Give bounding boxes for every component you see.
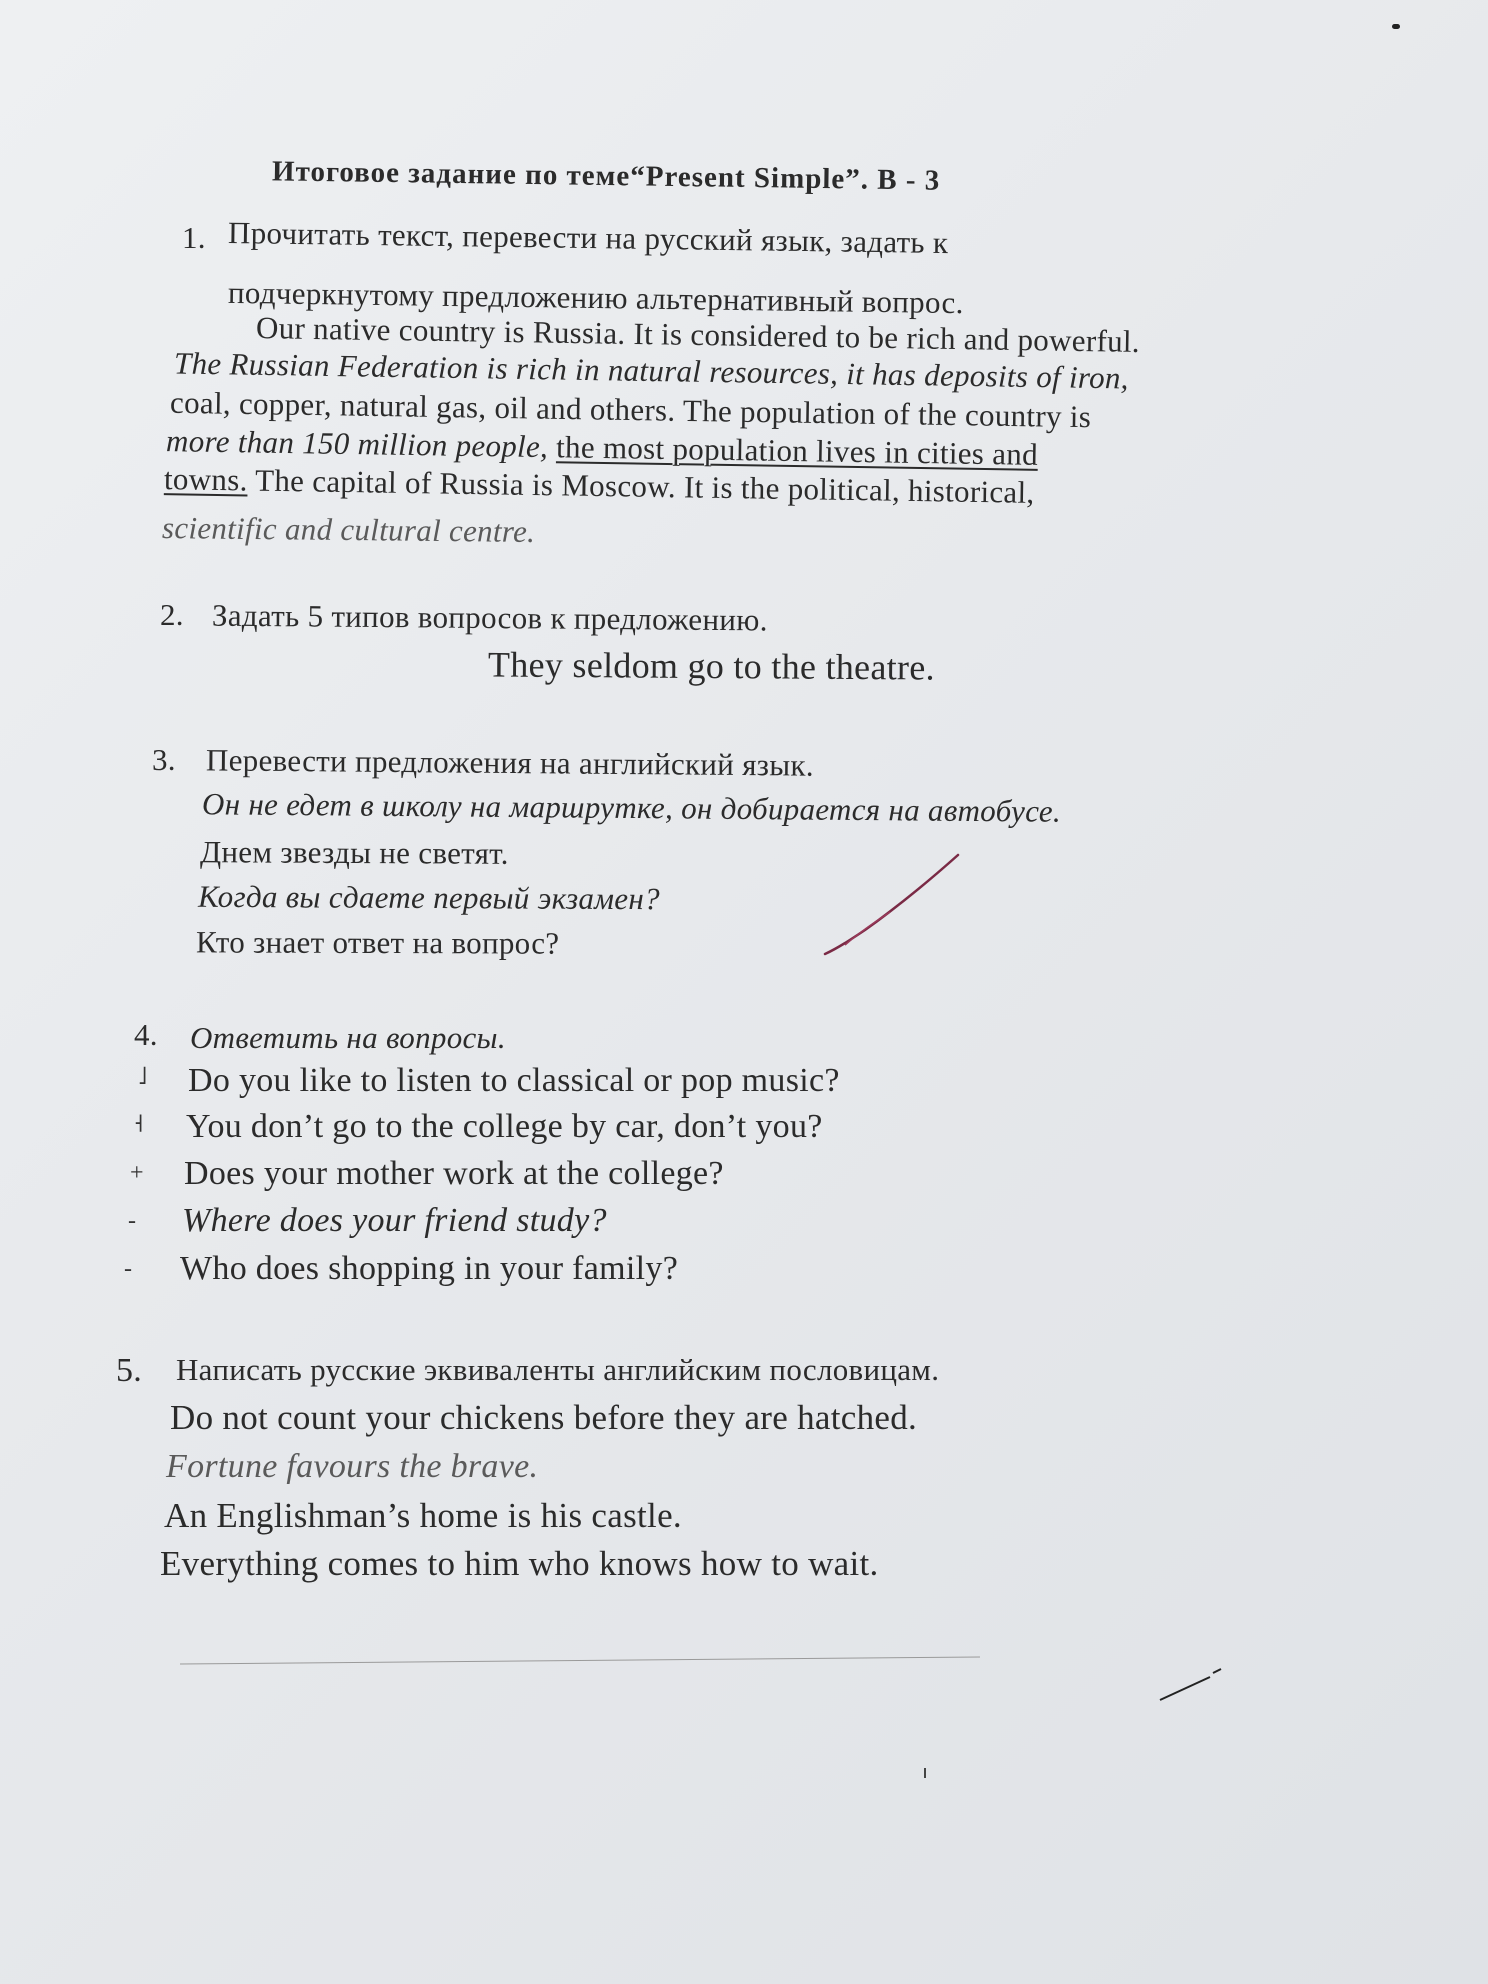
task4-question-1: Do you like to listen to classical or pop music? [188,1062,840,1099]
task3-sentence-2: Днем звезды не светят. [199,834,509,871]
bullet-mark: + [130,1160,144,1186]
task2-sentence: They seldom go to the theatre. [487,644,936,688]
task1-text-line6: scientific and cultural centre. [161,510,536,549]
task5-proverb-4: Everything comes to him who knows how to wait. [160,1544,879,1583]
task4-question-2: You don’t go to the college by car, don’t you? [186,1108,823,1145]
task4-instruction: Ответить на вопросы. [190,1020,506,1055]
stray-mark [1155,1665,1225,1705]
bullet-mark: ˩ [138,1064,148,1090]
task1-text-line3: coal, copper, natural gas, oil and others. The population of the country is [169,384,1092,435]
task3-number: 3. [152,742,176,777]
task5-proverb-3: An Englishman’s home is his castle. [164,1496,682,1535]
task2-number: 2. [160,597,184,632]
underlined-sentence-part1: the most population lives in cities and [555,429,1039,472]
underlined-sentence-part2: towns. [163,461,248,498]
task1-text-line4-plain: more than 150 million people, [165,423,549,465]
task5-proverb-1: Do not count your chickens before they are hatched. [170,1398,918,1437]
pen-mark [820,850,960,960]
task5-instruction: Написать русские эквиваленты английским пословицам. [176,1352,940,1387]
task4-question-5: Who does shopping in your family? [180,1250,679,1287]
task5-proverb-2: Fortune favours the brave. [166,1448,539,1485]
task5-number: 5. [116,1352,143,1389]
task1-text-line5-plain: The capital of Russia is Moscow. It is the political, historical, [247,462,1035,510]
task2-instruction: Задать 5 типов вопросов к предложению. [211,597,768,638]
bullet-mark: - [124,1256,132,1282]
task3-sentence-3: Когда вы сдаете первый экзамен? [197,878,660,917]
task1-instruction-line2: подчеркнутому предложению альтернативный вопрос. [227,274,964,321]
task1-text-line2: The Russian Federation is rich in natural resources, it has deposits of iron, [173,345,1130,396]
task1-text-line1: Our native country is Russia. It is considered to be rich and powerful. [255,310,1141,359]
bottom-rule [180,1657,980,1665]
task3-sentence-1: Он не едет в школу на маршрутке, он добирается на автобусе. [201,786,1062,829]
task4-question-3: Does your mother work at the college? [184,1155,724,1192]
task4-number: 4. [134,1017,158,1052]
task1-instruction-line1: Прочитать текст, перевести на русский язык, задать к [227,214,949,261]
stray-dot [1392,24,1400,29]
bullet-mark: ˧ [134,1112,144,1138]
task1-number: 1. [182,220,206,255]
bullet-mark: - [128,1208,136,1234]
task3-sentence-4: Кто знает ответ на вопрос? [195,924,560,961]
page-title: Итоговое задание по теме“Present Simple”. В - 3 [271,155,941,197]
stray-tick [924,1768,926,1778]
task3-instruction: Перевести предложения на английский язык. [205,742,814,783]
task4-question-4: Where does your friend study? [182,1202,607,1239]
